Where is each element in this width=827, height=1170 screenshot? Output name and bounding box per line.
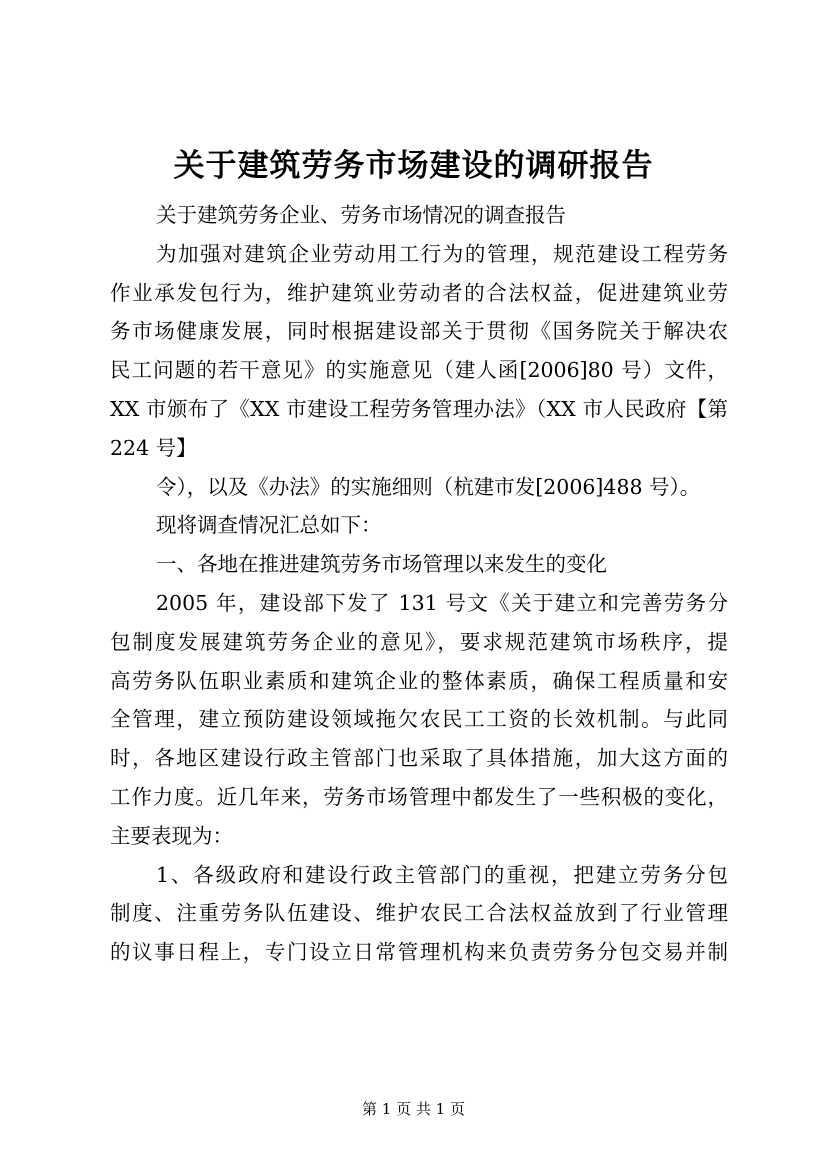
paragraph-line: 工作力度。近几年来，劳务市场管理中都发生了一些积极的变化， [110, 784, 728, 809]
paragraph-line: 2005 年，建设部下发了 131 号文《关于建立和完善劳务分 [156, 590, 728, 615]
paragraph-line: 为加强对建筑企业劳动用工行为的管理，规范建设工程劳务 [156, 241, 728, 266]
paragraph-line: 作业承发包行为，维护建筑业劳动者的合法权益，促进建筑业劳 [110, 280, 728, 305]
paragraph-line: 现将调查情况汇总如下： [156, 513, 382, 538]
paragraph-line: 时，各地区建设行政主管部门也采取了具体措施，加大这方面的 [110, 746, 728, 771]
paragraph-line: XX 市颁布了《XX 市建设工程劳务管理办法》（XX 市人民政府【第 [110, 396, 728, 421]
document-body [110, 196, 728, 972]
paragraph-line: 令），以及《办法》的实施细则（杭建市发[2006]488 号）。 [156, 474, 701, 499]
paragraph-line: 224 号】 [110, 435, 197, 460]
subtitle-line: 关于建筑劳务企业、劳务市场情况的调查报告 [156, 203, 566, 227]
paragraph-line: 务市场健康发展，同时根据建设部关于贯彻《国务院关于解决农 [110, 319, 728, 344]
paragraph-line: 主要表现为： [110, 823, 233, 848]
paragraph-line: 包制度发展建筑劳务企业的意见》，要求规范建筑市场秩序，提 [110, 629, 728, 654]
paragraph-line: 民工问题的若干意见》的实施意见（建人函[2006]80 号）文件， [110, 358, 728, 383]
paragraph-line: 高劳务队伍职业素质和建筑企业的整体素质，确保工程质量和安 [110, 668, 728, 693]
paragraph-line: 1、各级政府和建设行政主管部门的重视，把建立劳务分包 [156, 862, 728, 887]
paragraph-line: 的议事日程上，专门设立日常管理机构来负责劳务分包交易并制 [110, 940, 728, 965]
page-number-footer: 第 1 页 共 1 页 [362, 1100, 465, 1118]
paragraph-line: 制度、注重劳务队伍建设、维护农民工合法权益放到了行业管理 [110, 901, 728, 926]
section-heading-line: 一、各地在推进建筑劳务市场管理以来发生的变化 [156, 552, 607, 577]
paragraph-line: 全管理，建立预防建设领域拖欠农民工工资的长效机制。与此同 [110, 707, 728, 732]
document-title: 关于建筑劳务市场建设的调研报告 [173, 148, 654, 184]
